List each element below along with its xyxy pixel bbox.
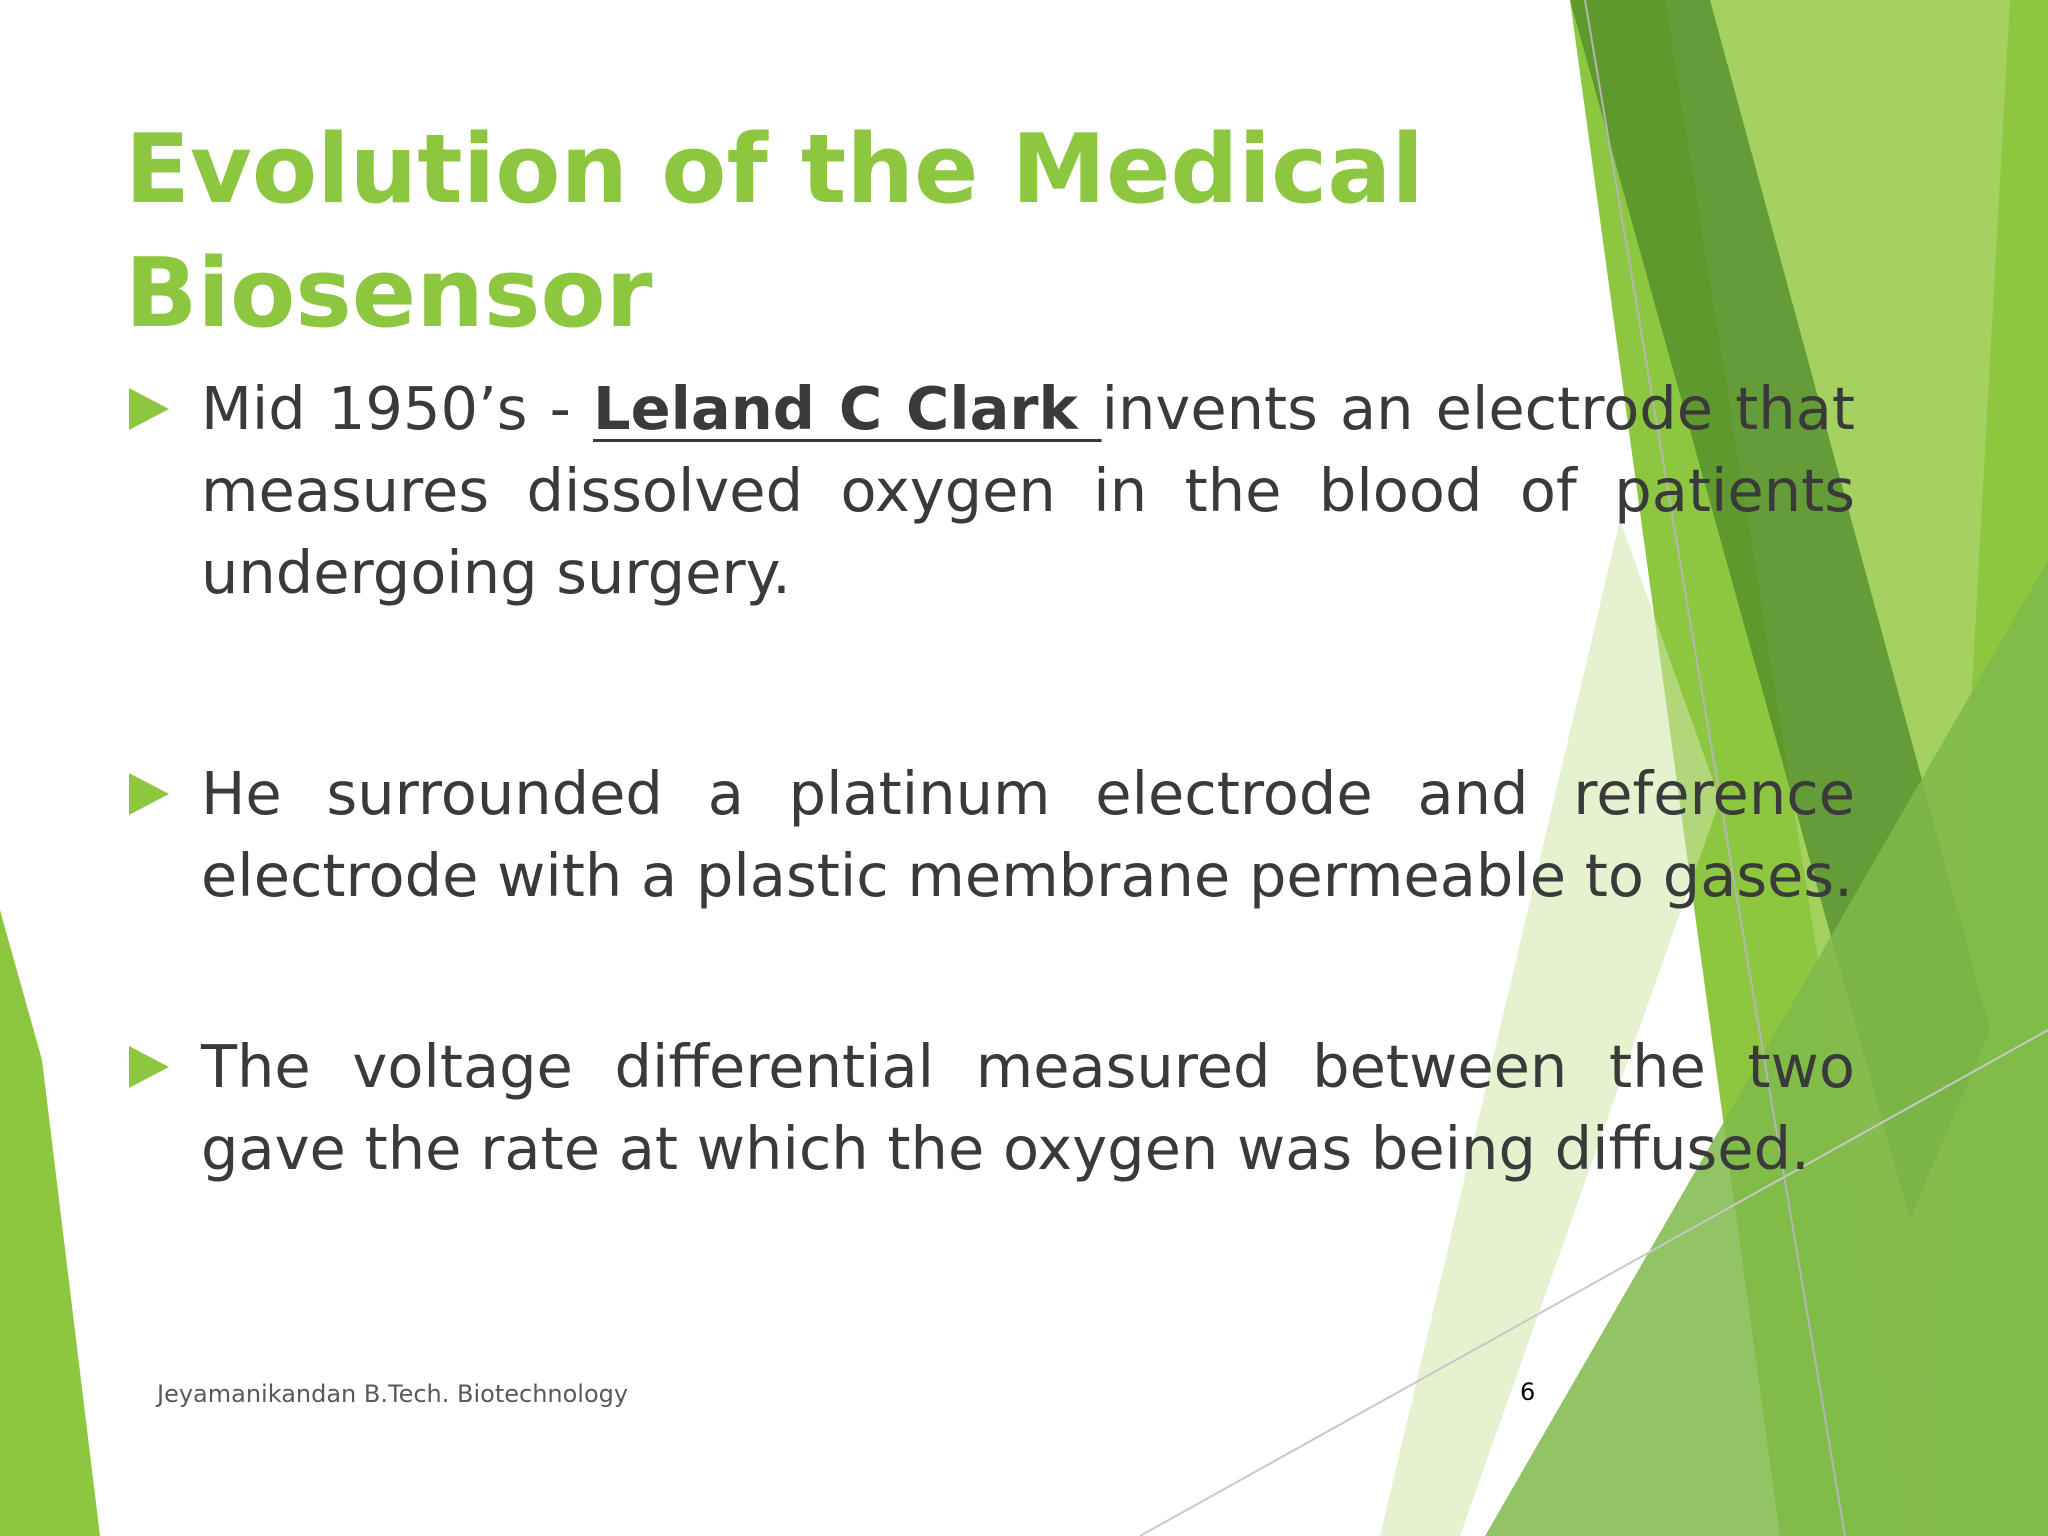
bullet-text-prefix: Mid 1950’s -: [201, 374, 594, 443]
bullet-text: [201, 368, 1855, 614]
bullet-text-suffix: invents an electrode that measures dissolved oxygen in the blood of patients undergoing surgery.: [201, 374, 1855, 607]
bullet-text: The voltage differential measured between the two gave the rate at which the oxygen was being diffused.: [201, 1032, 1855, 1183]
bullet-item: [125, 368, 1855, 614]
bullet-item: [125, 1026, 1855, 1190]
left-green-band: [0, 910, 100, 1536]
bullet-item: [125, 753, 1855, 917]
triangle-bullet-icon: [129, 773, 169, 815]
triangle-bullet-icon: [129, 388, 169, 430]
slide-title: Evolution of the Medical Biosensor: [125, 115, 1424, 349]
page-number: 6: [1520, 1378, 1536, 1406]
person-name: Leland C Clark: [593, 374, 1102, 443]
bullet-text: He surrounded a platinum electrode and reference electrode with a plastic membrane permeable to gases.: [201, 759, 1855, 910]
slide-footer: Jeyamanikandan B.Tech. Biotechnology: [157, 1380, 629, 1408]
triangle-bullet-icon: [129, 1046, 169, 1088]
